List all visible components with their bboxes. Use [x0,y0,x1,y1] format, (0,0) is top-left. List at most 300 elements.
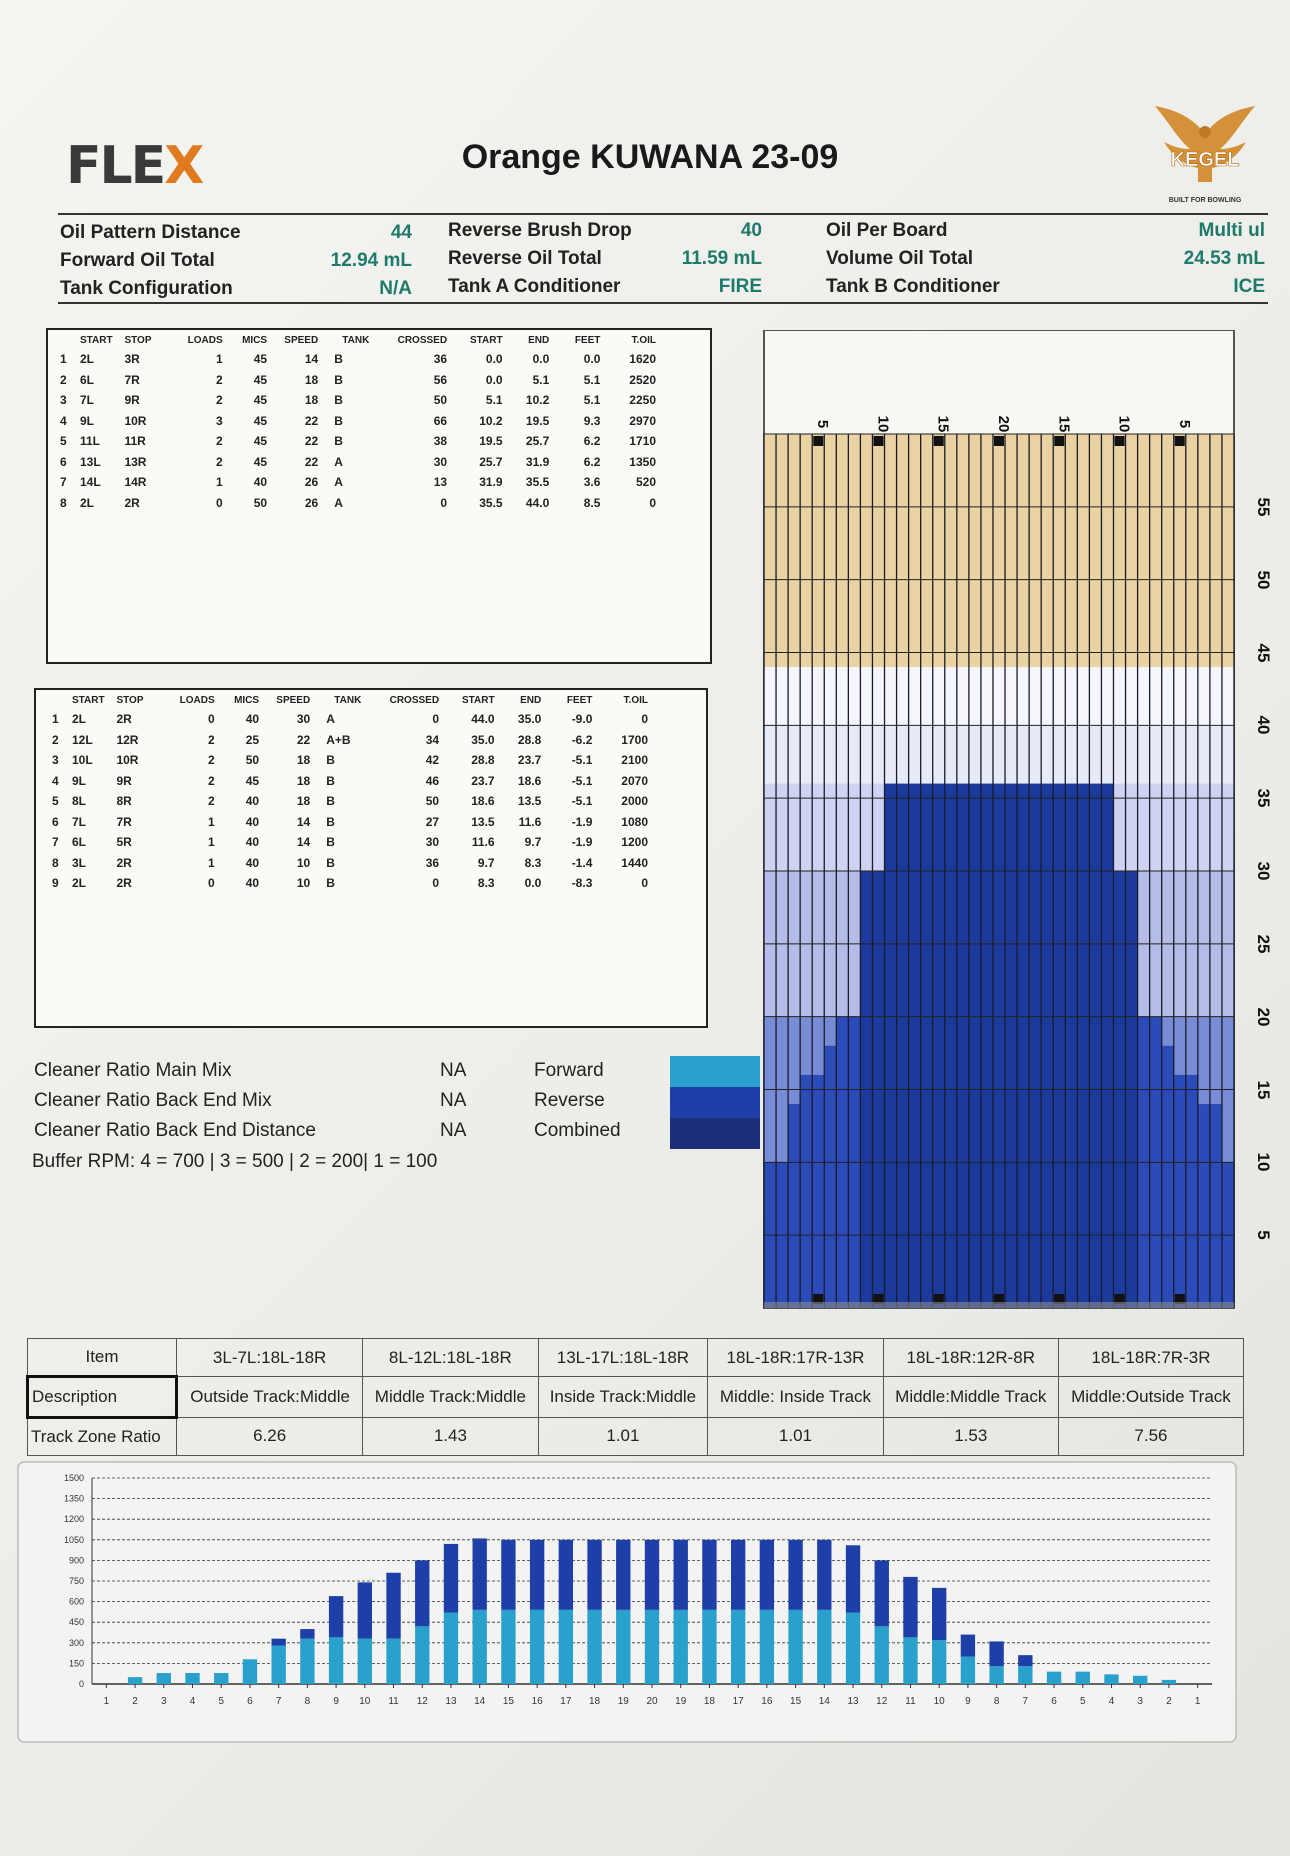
forward-cell: 2 [215,434,223,449]
reverse-row [50,750,650,771]
reverse-cell: B [326,753,335,768]
forward-cell: 8 [60,495,67,510]
lane-board-bar [1077,784,1089,1308]
forward-cell: 4 [60,413,67,428]
bar-chart-ytick-label: 750 [68,1576,84,1586]
bar-reverse [444,1544,458,1613]
info-value-forward-oil-total: 12.94 mL [330,250,412,271]
bar-chart-xtick-label: 14 [818,1696,830,1707]
legend-reverse-label: Reverse [534,1090,605,1111]
forward-cell: A [334,495,343,510]
bar-reverse [415,1560,429,1626]
reverse-cell: 0 [432,712,440,727]
reverse-cell: 23.7 [517,753,542,768]
reverse-cell: 18 [296,753,311,768]
forward-header-cell: STOP [124,335,152,346]
bar-chart-xtick-label: 13 [445,1696,457,1707]
lane-board-bar [897,784,909,1308]
info-label-oil-pattern-distance: Oil Pattern Distance [60,222,241,243]
reverse-cell: B [326,773,335,788]
reverse-cell: 2070 [621,773,648,788]
bar-forward [300,1639,314,1684]
reverse-cell: 36 [425,855,440,870]
bar-reverse [473,1538,487,1609]
reverse-table-box [34,688,708,1028]
forward-cell: 0 [440,495,448,510]
bar-forward [386,1639,400,1684]
forward-cell: 2970 [629,413,656,428]
buffer-rpm: Buffer RPM: 4 = 700 | 3 = 500 | 2 = 200| 1 = 100 [32,1151,438,1172]
cleaner-back-end-distance-label: Cleaner Ratio Back End Distance [34,1120,316,1141]
lane-side-label: 25 [1254,934,1273,954]
lane-side-label: 30 [1254,861,1273,881]
info-value-tank-configuration: N/A [379,278,412,299]
reverse-cell: 13.5 [471,814,495,829]
cleaner-main-mix-label: Cleaner Ratio Main Mix [34,1060,232,1081]
cleaner-main-mix-value: NA [440,1060,467,1081]
forward-cell: 56 [433,372,448,387]
reverse-cell: 1 [207,835,215,850]
track-zone-ratio-label: Track Zone Ratio [28,1417,177,1455]
forward-cell: B [334,434,343,449]
lane-foul-strip [764,1302,1234,1308]
forward-cell: 5.1 [583,372,601,387]
forward-header-cell: TANK [342,335,370,346]
lane-board-bar [1017,784,1029,1308]
lane-board-bar [1065,784,1077,1308]
legend-swatch-combined [670,1118,760,1149]
forward-cell: 18 [304,372,319,387]
forward-cell: 2520 [629,372,656,387]
bar-reverse [358,1582,372,1638]
reverse-header-cell: END [520,695,542,706]
forward-cell: 8.5 [583,495,601,510]
reverse-header-cell: STOP [116,695,144,706]
forward-header-cell: T.OIL [631,335,656,346]
bar-chart-xtick-label: 6 [1051,1696,1057,1707]
reverse-cell: 1700 [621,732,648,747]
forward-cell: 7 [60,475,67,490]
forward-cell: 9.3 [583,413,601,428]
flex-logo: FLEX [66,136,203,196]
legend-combined-label: Combined [534,1120,621,1141]
forward-cell: 11L [80,434,101,449]
forward-header-cell: START [470,335,503,346]
bar-chart-xtick-label: 6 [247,1696,253,1707]
reverse-cell: -8.3 [571,876,593,891]
forward-cell: 0.0 [583,352,601,367]
bar-chart-xtick-label: 3 [1137,1696,1143,1707]
bar-chart-ytick-label: 0 [78,1679,84,1689]
reverse-cell: 22 [296,732,311,747]
info-value-volume-oil-total: 24.53 mL [1183,248,1265,269]
forward-cell: 1 [60,352,67,367]
forward-cell: 13 [433,475,448,490]
bar-forward [932,1640,946,1684]
forward-cell: 19.5 [479,434,503,449]
bar-reverse [300,1629,314,1639]
bar-chart-xtick-label: 4 [1108,1696,1115,1707]
lane-board-bar [1186,1075,1198,1308]
bar-chart-ytick-label: 1200 [63,1514,84,1525]
lane-board-bar [1029,784,1041,1308]
bar-reverse [645,1540,659,1610]
track-zone-ratio: 1.01 [538,1417,708,1455]
bar-reverse [559,1540,573,1610]
forward-cell: 22 [304,454,319,469]
page-title: Orange KUWANA 23-09 [461,138,839,176]
bar-forward [444,1613,458,1684]
bar-chart-xtick-label: 20 [646,1696,658,1707]
bar-chart-ytick-label: 150 [68,1658,84,1669]
forward-cell: 1350 [629,454,656,469]
reverse-cell: 9.7 [477,855,495,870]
reverse-header-cell: LOADS [179,695,215,706]
bar-reverse [731,1540,745,1610]
legend-forward-label: Forward [534,1060,604,1081]
forward-cell: 6 [60,454,67,469]
forward-cell: 45 [253,434,268,449]
forward-cell: 6L [80,372,95,387]
reverse-cell: 2 [207,794,215,809]
bar-chart-ytick-label: 1500 [63,1473,84,1483]
reverse-cell: 9.7 [524,835,542,850]
bar-reverse [1018,1655,1032,1666]
info-value-oil-per-board: Multi ul [1198,220,1265,241]
reverse-cell: 12R [116,732,139,747]
bar-reverse [587,1540,601,1610]
forward-header-cell: CROSSED [397,335,448,346]
info-label-oil-per-board: Oil Per Board [826,220,948,241]
bar-forward [271,1646,285,1684]
forward-cell: 0.0 [485,372,503,387]
forward-cell: 5 [60,434,67,449]
reverse-cell: 8R [116,794,132,809]
lane-side-label: 40 [1254,715,1273,735]
reverse-row [50,853,650,874]
reverse-cell: 18 [296,794,311,809]
reverse-cell: 10 [296,876,311,891]
bar-forward [1162,1680,1176,1684]
bar-chart-ytick-label: 300 [68,1637,84,1648]
lane-oil-chart [760,330,1242,1310]
reverse-cell: 9L [72,773,87,788]
bar-forward [530,1610,544,1684]
bar-chart-ytick-label: 1350 [63,1493,84,1504]
track-zone-ratio: 1.53 [883,1417,1058,1455]
info-label-tank-configuration: Tank Configuration [60,278,233,299]
info-value-reverse-oil-total: 11.59 mL [681,248,762,269]
lane-side-label: 50 [1254,570,1273,590]
reverse-row [50,771,650,792]
reverse-cell: 2 [52,732,59,747]
reverse-row [50,709,650,730]
reverse-cell: 35.0 [471,732,495,747]
bar-forward [587,1610,601,1684]
forward-cell: 2 [215,372,223,387]
bar-reverse [702,1540,716,1610]
forward-cell: 13L [80,454,101,469]
forward-cell: 5.1 [532,372,550,387]
forward-row [58,452,658,473]
bar-forward [846,1613,860,1684]
reverse-cell: A [326,712,335,727]
reverse-cell: 1080 [621,814,648,829]
forward-cell: 14 [304,352,319,367]
reverse-cell: 40 [245,814,260,829]
track-zone-description: Middle Track:Middle [363,1377,538,1417]
bar-forward [415,1626,429,1684]
kegel-wordmark: KEGEL [1170,149,1240,171]
cleaner-back-end-mix-value: NA [440,1090,467,1111]
bar-chart-ytick-label: 450 [68,1617,84,1628]
forward-cell: 520 [635,475,656,490]
reverse-cell: 2 [207,753,215,768]
forward-header-cell: START [80,335,113,346]
forward-cell: 10R [124,413,147,428]
bar-chart-xtick-label: 18 [589,1696,601,1707]
reverse-cell: 9 [52,876,59,891]
lane-oil-band [764,725,1234,783]
board-oil-bar-chart [16,1460,1246,1750]
forward-cell: 35.5 [479,495,503,510]
reverse-cell: B [326,794,335,809]
bar-chart-xtick-label: 2 [132,1696,138,1707]
forward-cell: 30 [433,454,448,469]
lane-arrow-marker [934,436,944,446]
lane-board-bar [933,784,945,1308]
forward-cell: 13R [124,454,147,469]
reverse-row [50,873,650,894]
forward-cell: 25.7 [479,454,503,469]
reverse-cell: 8 [52,855,59,870]
bar-forward [157,1673,171,1684]
forward-cell: 2 [215,393,223,408]
track-zone-table [26,1338,1244,1456]
reverse-cell: 1 [52,712,59,727]
info-label-reverse-brush-drop: Reverse Brush Drop [448,220,632,241]
lane-board-bar [1101,784,1113,1308]
forward-cell: 10.2 [525,393,550,408]
bar-chart-xtick-label: 11 [388,1696,399,1707]
reverse-cell: 35.0 [517,712,542,727]
lane-board-bar [812,1075,824,1308]
bar-chart-xtick-label: 17 [560,1696,572,1707]
bar-chart-xtick-label: 5 [218,1696,225,1707]
bar-reverse [817,1540,831,1610]
bar-chart-xtick-label: 1 [103,1696,110,1707]
reverse-cell: 13.5 [517,794,542,809]
reverse-cell: 0 [207,876,215,891]
lane-top-label: 10 [1115,415,1133,433]
bar-forward [329,1637,343,1684]
lane-board-bar [993,784,1005,1308]
reverse-cell: 11.6 [518,814,542,829]
bar-forward [185,1673,199,1684]
reverse-cell: 10 [296,855,311,870]
forward-cell: 14R [124,475,147,490]
info-value-oil-pattern-distance: 44 [390,222,412,243]
forward-cell: 3 [215,413,223,428]
reverse-cell: 7L [72,814,87,829]
reverse-cell: 5 [52,794,59,809]
info-value-tank-a-conditioner: FIRE [718,276,762,297]
bar-forward [358,1639,372,1684]
track-zone-ratio: 1.43 [363,1417,538,1455]
forward-header-cell: END [528,335,550,346]
forward-row [58,493,658,514]
reverse-cell: 30 [425,835,440,850]
track-zone-description-label: Description [28,1377,177,1417]
reverse-cell: 30 [296,712,311,727]
bar-reverse [616,1540,630,1610]
reverse-cell: -1.9 [571,814,593,829]
reverse-cell: 44.0 [471,712,495,727]
forward-header-row [58,332,658,349]
forward-cell: 5.1 [485,393,503,408]
track-zone-description: Middle:Middle Track [883,1377,1058,1417]
forward-cell: 0.0 [485,352,503,367]
bar-forward [875,1626,889,1684]
forward-cell: B [334,393,343,408]
reverse-header-cell: T.OIL [623,695,648,706]
reverse-cell: 1 [207,814,215,829]
track-zone-description: Outside Track:Middle [177,1377,363,1417]
reverse-cell: 12L [72,732,93,747]
cleaner-back-end-distance-value: NA [440,1120,467,1141]
reverse-cell: B [326,835,335,850]
lane-arrow-marker [1115,436,1125,446]
reverse-cell: 2R [116,855,132,870]
bar-chart-xtick-label: 15 [502,1696,514,1707]
bar-chart-xtick-label: 7 [1022,1696,1029,1707]
lane-board-bar [957,784,969,1308]
bar-chart-xtick-label: 4 [189,1696,196,1707]
forward-row [58,411,658,432]
bar-chart-xtick-label: 19 [675,1696,687,1707]
bar-forward [989,1666,1003,1684]
lane-board-bar [788,1104,800,1308]
lane-arrow-marker [1054,436,1064,446]
reverse-row [50,791,650,812]
reverse-cell: 8L [72,794,87,809]
forward-cell: 35.5 [525,475,550,490]
reverse-cell: B [326,814,335,829]
forward-row [58,472,658,493]
reverse-cell: 50 [425,794,440,809]
reverse-header-row [50,692,650,709]
bar-forward [559,1610,573,1684]
reverse-cell: 8.3 [477,876,495,891]
reverse-cell: 11.6 [471,835,495,850]
track-zone-description: Middle:Outside Track [1058,1377,1243,1417]
reverse-cell: 27 [425,814,440,829]
bar-forward [501,1610,515,1684]
bar-reverse [501,1540,515,1610]
reverse-row [50,730,650,751]
lane-wood-area [764,434,1234,667]
forward-cell: 9R [124,393,140,408]
bar-forward [645,1610,659,1684]
lane-arrow-marker [994,436,1004,446]
forward-cell: 31.9 [479,475,503,490]
forward-cell: B [334,352,343,367]
reverse-cell: 10L [72,753,93,768]
lane-board-bar [1174,1075,1186,1308]
forward-header-cell: SPEED [284,335,319,346]
bar-forward [903,1637,917,1684]
bar-chart-xtick-label: 15 [790,1696,802,1707]
track-zone-ratio: 1.01 [708,1417,883,1455]
reverse-cell: 2L [72,712,87,727]
lane-side-label: 15 [1254,1080,1273,1099]
bar-chart-xtick-label: 17 [732,1696,744,1707]
forward-table [58,332,658,513]
bar-forward [243,1659,257,1684]
forward-cell: 45 [253,393,268,408]
lane-arrow-marker [1175,436,1185,446]
bar-forward [1047,1672,1061,1684]
lane-top-label: 20 [995,415,1012,433]
bar-reverse [329,1596,343,1637]
lane-board-bar [1198,1104,1210,1308]
forward-cell: B [334,372,343,387]
forward-cell: 31.9 [525,454,550,469]
lane-top-label: 15 [934,415,952,433]
reverse-cell: 14 [296,835,311,850]
track-zone-item-label: Item [28,1339,177,1377]
reverse-cell: 1200 [621,835,648,850]
forward-cell: 3R [124,352,140,367]
reverse-cell: -1.9 [571,835,593,850]
forward-cell: 1 [215,475,223,490]
bar-chart-xtick-label: 10 [933,1696,945,1707]
bar-forward [128,1677,142,1684]
bar-forward [674,1610,688,1684]
forward-cell: 50 [433,393,448,408]
lane-board-bar [1089,784,1101,1308]
forward-cell: 3 [60,393,67,408]
lane-board-bar [921,784,933,1308]
reverse-header-cell: CROSSED [389,695,440,706]
bar-reverse [530,1540,544,1610]
track-zone-ratio: 7.56 [1058,1417,1243,1455]
reverse-cell: 28.8 [517,732,542,747]
bar-chart-xtick-label: 9 [965,1696,971,1707]
reverse-cell: 6 [52,814,59,829]
reverse-cell: 45 [245,773,260,788]
forward-cell: 40 [253,475,268,490]
reverse-cell: 40 [245,876,260,891]
forward-cell: 2R [124,495,140,510]
forward-cell: 38 [433,434,448,449]
forward-cell: 0 [649,495,656,510]
forward-cell: 1 [215,352,223,367]
bar-forward [961,1657,975,1684]
forward-cell: 6.2 [583,434,601,449]
forward-cell: A [334,475,343,490]
forward-cell: 45 [253,454,268,469]
forward-cell: 14L [80,475,101,490]
bar-forward [788,1610,802,1684]
track-zone-ratio-row [28,1417,1244,1455]
bar-chart-xtick-label: 10 [359,1696,371,1707]
forward-cell: 26 [304,495,319,510]
lane-arrow-marker [873,436,883,446]
bar-chart-xtick-label: 14 [474,1696,486,1707]
forward-cell: 11R [124,434,146,449]
forward-cell: B [334,413,343,428]
